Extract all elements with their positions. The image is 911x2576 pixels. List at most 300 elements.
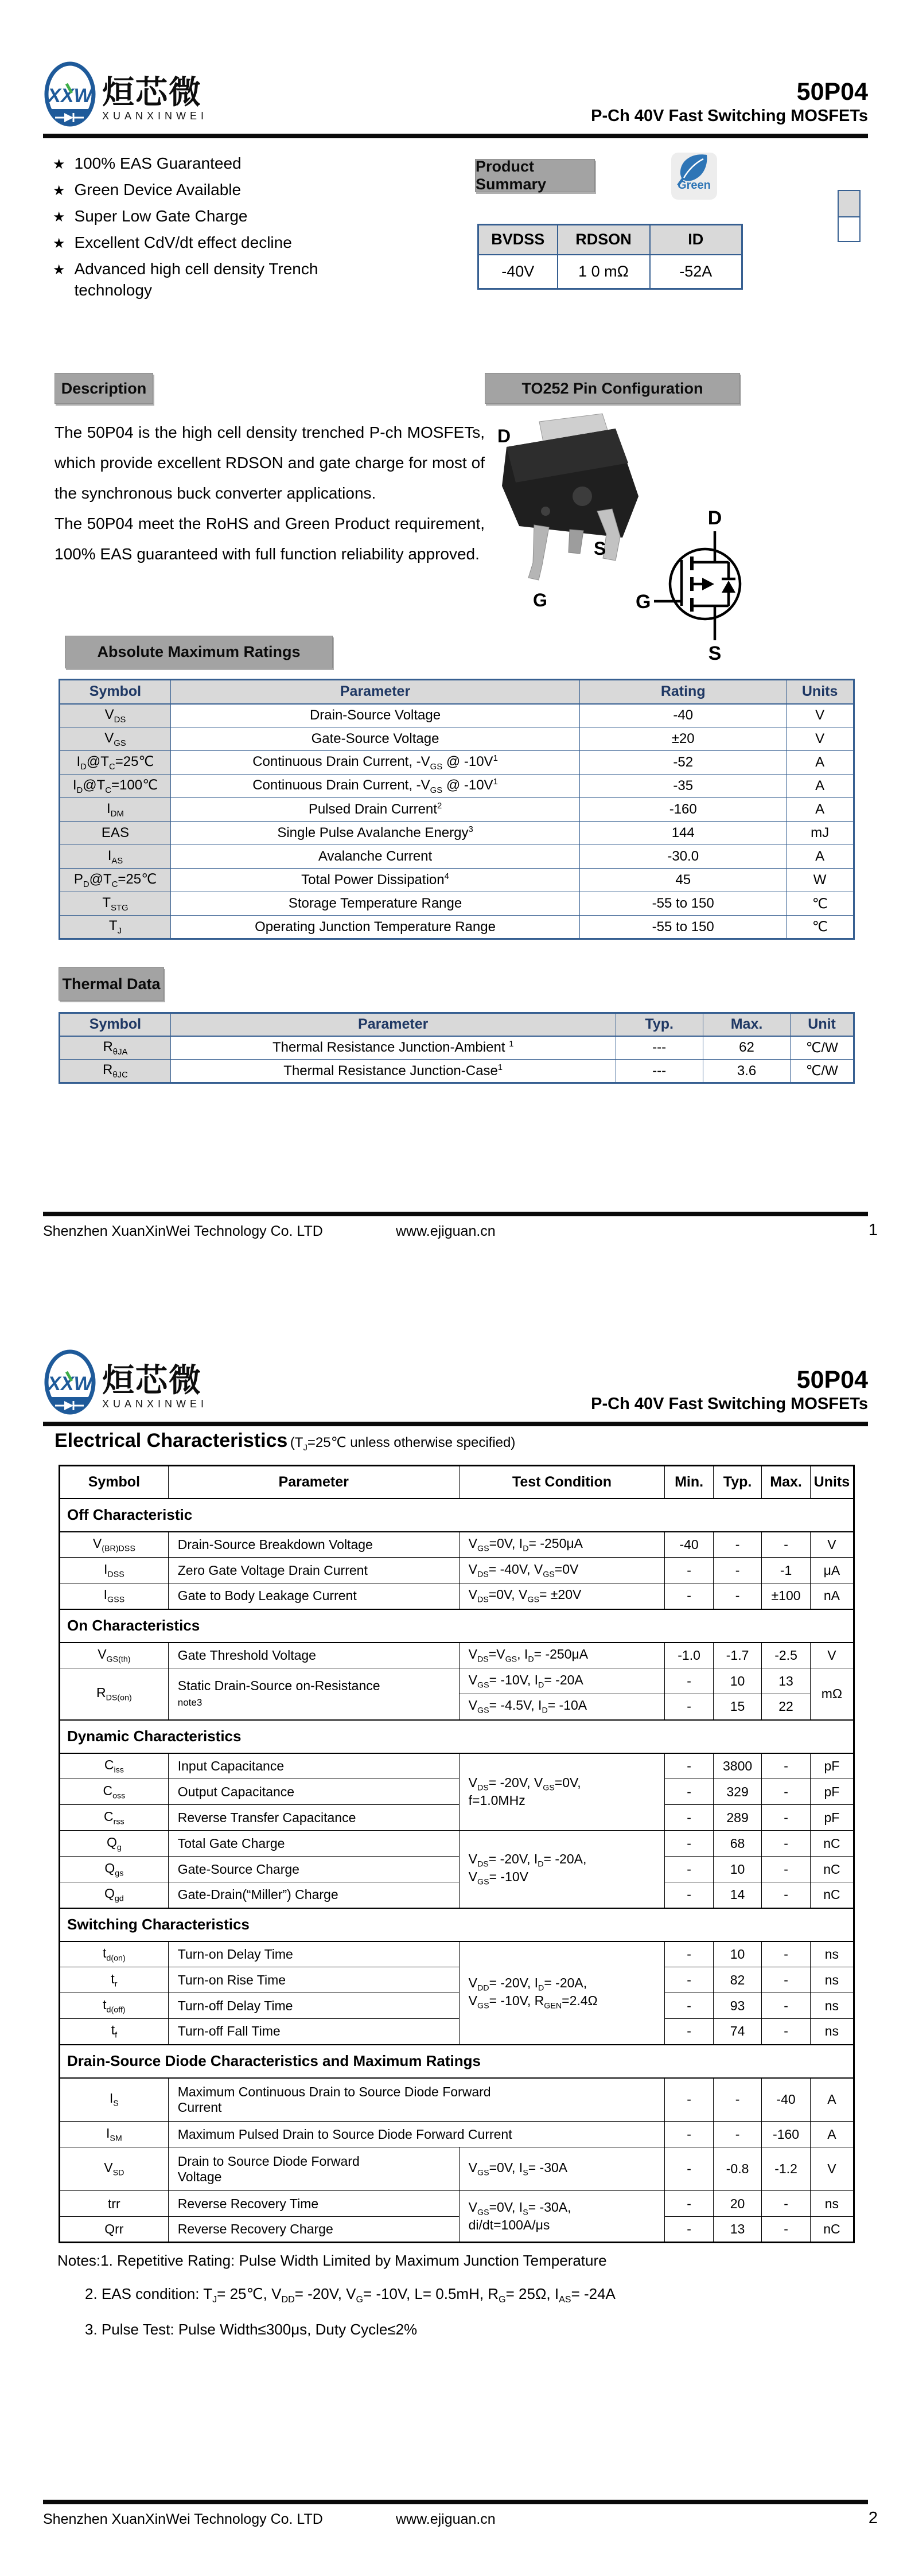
table-cell: V bbox=[810, 1532, 854, 1558]
table-cell: $V_{GS}=0V$, $I_S= -30A$, di/dt=100A/μs bbox=[459, 2191, 665, 2243]
table-cell: 93 bbox=[713, 1993, 761, 2019]
table-cell: -55 to 150 bbox=[580, 892, 787, 916]
absolute-maximum-ratings-label: Absolute Maximum Ratings bbox=[65, 636, 333, 668]
footer-rule bbox=[43, 2500, 868, 2504]
table-cell: - bbox=[762, 2019, 810, 2045]
features-list bbox=[53, 153, 365, 305]
table-cell: Gate-Source Charge bbox=[168, 1857, 459, 1882]
table-cell: -1.7 bbox=[713, 1643, 761, 1668]
svg-text:D: D bbox=[707, 507, 722, 529]
table-cell: Avalanche Current bbox=[170, 845, 579, 869]
table-row bbox=[60, 1857, 854, 1882]
table-cell: 289 bbox=[713, 1805, 761, 1831]
table-row bbox=[60, 869, 854, 892]
table-cell: RDSON bbox=[558, 225, 650, 255]
table-row bbox=[60, 1720, 854, 1753]
note-line: 3. Pulse Test: Pulse Width≤300μs, Duty Cycle≤2% bbox=[85, 2321, 418, 2338]
table-cell: - bbox=[762, 1882, 810, 1908]
table-cell: $I_D@T_C=25℃$ bbox=[60, 751, 171, 775]
svg-text:XXW: XXW bbox=[48, 1373, 92, 1395]
table-cell: - bbox=[665, 1857, 713, 1882]
table-cell: $V_{DS}$ bbox=[60, 704, 171, 727]
table-row bbox=[60, 1993, 854, 2019]
table-cell: $T_J$ bbox=[60, 916, 171, 939]
thermal-data-label: Thermal Data bbox=[59, 967, 164, 1001]
table-cell: - bbox=[762, 1753, 810, 1779]
table-cell: ns bbox=[810, 2191, 854, 2217]
table-cell: - bbox=[665, 1668, 713, 1694]
table-cell: 82 bbox=[713, 1967, 761, 1993]
table-cell: 13 bbox=[762, 1668, 810, 1694]
table-cell: On Characteristics bbox=[60, 1609, 854, 1643]
table-cell: V bbox=[787, 727, 854, 751]
svg-text:XXW: XXW bbox=[48, 85, 92, 107]
table-cell: - bbox=[665, 2217, 713, 2243]
table-cell: 1 0 mΩ bbox=[558, 255, 650, 289]
table-cell: trr bbox=[60, 2191, 169, 2217]
table-cell: - bbox=[762, 2191, 810, 2217]
table-row bbox=[60, 727, 854, 751]
table-cell: Max. bbox=[762, 1466, 810, 1499]
table-cell: $I_{SM}$ bbox=[60, 2122, 169, 2147]
table-row bbox=[60, 2147, 854, 2191]
product-summary-label: Product Summary bbox=[475, 159, 595, 192]
table-cell: $V_{GS(th)}$ bbox=[60, 1643, 169, 1668]
table-cell: -1.2 bbox=[762, 2147, 810, 2191]
table-cell: - bbox=[762, 1857, 810, 1882]
table-cell: $V_{GS}=0V$, $I_S= -30A$ bbox=[459, 2147, 665, 2191]
table-cell: - bbox=[665, 1882, 713, 1908]
table-cell: $V_{GS}$ bbox=[60, 727, 171, 751]
table-cell: - bbox=[665, 2019, 713, 2045]
header-rule bbox=[43, 1422, 868, 1426]
table-cell: - bbox=[665, 1941, 713, 1967]
table-cell: ℃ bbox=[787, 916, 854, 939]
table-cell: Parameter bbox=[168, 1466, 459, 1499]
table-cell: $I_{AS}$ bbox=[60, 845, 171, 869]
description-paragraph: The 50P04 meet the RoHS and Green Product requirement, 100% EAS guaranteed with full function reliability approved. bbox=[54, 515, 485, 563]
table-cell: -160 bbox=[762, 2122, 810, 2147]
table-row bbox=[60, 1583, 854, 1609]
table-cell: Units bbox=[787, 680, 854, 704]
table-cell: $I_D@T_C=100℃$ bbox=[60, 775, 171, 798]
table-cell: ℃ bbox=[787, 892, 854, 916]
table-cell: $P_D@T_C=25℃$ bbox=[60, 869, 171, 892]
table-cell: Input Capacitance bbox=[168, 1753, 459, 1779]
feature-text: ★ Excellent CdV/dt effect decline bbox=[74, 234, 292, 251]
table-cell: -30.0 bbox=[580, 845, 787, 869]
table-cell: mJ bbox=[787, 822, 854, 845]
table-cell: - bbox=[762, 1831, 810, 1857]
table-cell: Parameter bbox=[170, 1013, 616, 1036]
table-cell: 62 bbox=[703, 1036, 790, 1060]
logo-icon bbox=[44, 1349, 96, 1417]
table-cell: A bbox=[810, 2122, 854, 2147]
table-cell: 144 bbox=[580, 822, 787, 845]
table-cell: -40 bbox=[665, 1532, 713, 1558]
table-cell: -1 bbox=[762, 1558, 810, 1583]
table-cell: pF bbox=[810, 1753, 854, 1779]
table-cell: 14 bbox=[713, 1882, 761, 1908]
table-cell: Gate Threshold Voltage bbox=[168, 1643, 459, 1668]
table-cell: - bbox=[713, 2122, 761, 2147]
table-cell: Gate-Drain(“Miller”) Charge bbox=[168, 1882, 459, 1908]
table-cell: -40 bbox=[762, 2078, 810, 2122]
table-cell: Gate to Body Leakage Current bbox=[168, 1583, 459, 1609]
table-cell: -35 bbox=[580, 775, 787, 798]
table-cell: -55 to 150 bbox=[580, 916, 787, 939]
table-cell: $Q_{gs}$ bbox=[60, 1857, 169, 1882]
table-cell: Symbol bbox=[60, 680, 171, 704]
table-row bbox=[60, 1941, 854, 1967]
table-cell: Reverse Recovery Time bbox=[168, 2191, 459, 2217]
electrical-characteristics-heading bbox=[54, 1430, 515, 1453]
table-cell: $t_r$ bbox=[60, 1967, 169, 1993]
table-cell: A bbox=[787, 751, 854, 775]
table-cell: - bbox=[665, 1694, 713, 1720]
table-cell: 74 bbox=[713, 2019, 761, 2045]
table-cell: - bbox=[665, 1993, 713, 2019]
table-cell: Drain-Source Diode Characteristics and Maximum Ratings bbox=[60, 2045, 854, 2078]
table-cell: Total Gate Charge bbox=[168, 1831, 459, 1857]
table-cell: $C_{iss}$ bbox=[60, 1753, 169, 1779]
table-row bbox=[60, 2045, 854, 2078]
table-cell: nC bbox=[810, 1831, 854, 1857]
electrical-characteristics-table bbox=[59, 1465, 855, 2243]
header-rule bbox=[43, 134, 868, 138]
table-cell: - bbox=[665, 1805, 713, 1831]
table-cell: Continuous Drain Current, $-V_{GS}$ @ $-10V^1$ bbox=[170, 775, 579, 798]
table-cell: - bbox=[665, 1967, 713, 1993]
table-cell: 15 bbox=[713, 1694, 761, 1720]
table-row bbox=[60, 1466, 854, 1499]
table-cell: - bbox=[665, 1583, 713, 1609]
table-cell: 20 bbox=[713, 2191, 761, 2217]
table-cell: Max. bbox=[703, 1013, 790, 1036]
table-row bbox=[60, 1532, 854, 1558]
table-cell: A bbox=[810, 2078, 854, 2122]
table-cell: Total Power Dissipation$^4$ bbox=[170, 869, 579, 892]
table-cell: Turn-on Delay Time bbox=[168, 1941, 459, 1967]
table-cell: 3800 bbox=[713, 1753, 761, 1779]
table-cell: -160 bbox=[580, 798, 787, 822]
table-cell: $Q_g$ bbox=[60, 1831, 169, 1857]
table-row bbox=[60, 916, 854, 939]
note-line: Notes:1. Repetitive Rating: Pulse Width Limited by Maximum Junction Temperature bbox=[57, 2252, 607, 2269]
table-cell: ID bbox=[650, 225, 742, 255]
table-cell: - bbox=[762, 2217, 810, 2243]
table-cell: ℃/W bbox=[791, 1036, 854, 1060]
logo-text bbox=[102, 1349, 208, 1410]
table-row bbox=[60, 845, 854, 869]
table-cell: nA bbox=[810, 1583, 854, 1609]
table-cell: Continuous Drain Current, $-V_{GS}$ @ $-10V^1$ bbox=[170, 751, 579, 775]
table-cell: $V_{GS}=0V$, $I_D= -250\mu A$ bbox=[459, 1532, 665, 1558]
table-row bbox=[60, 2191, 854, 2217]
table-cell: 10 bbox=[713, 1857, 761, 1882]
table-cell: - bbox=[762, 1779, 810, 1805]
table-cell: -1.0 bbox=[665, 1643, 713, 1668]
footer-company: Shenzhen XuanXinWei Technology Co. LTD bbox=[43, 2511, 323, 2527]
table-row bbox=[60, 1558, 854, 1583]
svg-text:G: G bbox=[636, 591, 651, 613]
table-row bbox=[60, 704, 854, 727]
table-row bbox=[60, 1779, 854, 1805]
table-cell: Qrr bbox=[60, 2217, 169, 2243]
table-row bbox=[60, 1013, 854, 1036]
table-cell: Typ. bbox=[713, 1466, 761, 1499]
table-cell: - bbox=[762, 1805, 810, 1831]
table-cell: Operating Junction Temperature Range bbox=[170, 916, 579, 939]
absolute-maximum-ratings-table bbox=[59, 679, 855, 940]
table-row bbox=[60, 1753, 854, 1779]
page-number: 1 bbox=[868, 1221, 878, 1239]
table-cell: A bbox=[787, 775, 854, 798]
table-cell: $R_{\theta JC}$ bbox=[60, 1060, 171, 1083]
table-cell: --- bbox=[616, 1060, 703, 1083]
table-cell: $I_{DM}$ bbox=[60, 798, 171, 822]
table-row bbox=[60, 775, 854, 798]
table-cell: $V_{(BR)DSS}$ bbox=[60, 1532, 169, 1558]
table-cell: $V_{DS}= -40V$, $V_{GS}=0V$ bbox=[459, 1558, 665, 1583]
table-cell: - bbox=[665, 1831, 713, 1857]
table-row bbox=[60, 798, 854, 822]
table-cell: - bbox=[665, 2147, 713, 2191]
ec-condition: ($T_J=25℃$ unless otherwise specified) bbox=[290, 1435, 516, 1453]
table-cell: 10 bbox=[713, 1941, 761, 1967]
table-cell: - bbox=[665, 2191, 713, 2217]
table-cell: - bbox=[762, 1993, 810, 2019]
table-cell: - bbox=[762, 1532, 810, 1558]
svg-text:G: G bbox=[533, 590, 547, 610]
table-cell: 68 bbox=[713, 1831, 761, 1857]
table-cell: - bbox=[713, 2078, 761, 2122]
part-number: 50P04 bbox=[796, 78, 868, 106]
table-cell: -0.8 bbox=[713, 2147, 761, 2191]
table-row bbox=[60, 892, 854, 916]
table-cell: --- bbox=[616, 1036, 703, 1060]
table-cell: V bbox=[810, 2147, 854, 2191]
table-cell: $V_{DS}=0V$, $V_{GS}= \pm 20V$ bbox=[459, 1583, 665, 1609]
table-cell: V bbox=[810, 1643, 854, 1668]
footer-website: www.ejiguan.cn bbox=[396, 2511, 496, 2527]
logo-chinese: 烜芯微 bbox=[102, 74, 202, 110]
table-cell: Test Condition bbox=[459, 1466, 665, 1499]
table-cell: Static Drain-Source on-Resistance note3 bbox=[168, 1668, 459, 1720]
table-cell: 10 bbox=[713, 1668, 761, 1694]
table-cell: Turn-off Fall Time bbox=[168, 2019, 459, 2045]
ec-title: Electrical Characteristics bbox=[54, 1430, 288, 1452]
logo-latin: XUANXINWEI bbox=[102, 110, 208, 122]
mosfet-symbol bbox=[631, 498, 792, 670]
table-cell: Drain to Source Diode Forward Voltage bbox=[168, 2147, 459, 2191]
table-cell: Turn-on Rise Time bbox=[168, 1967, 459, 1993]
table-row bbox=[60, 751, 854, 775]
title-block bbox=[591, 78, 868, 126]
logo-latin: XUANXINWEI bbox=[102, 1398, 208, 1410]
table-row bbox=[60, 1060, 854, 1083]
table-cell: - bbox=[713, 1532, 761, 1558]
table-cell: A bbox=[787, 845, 854, 869]
table-cell: pF bbox=[810, 1805, 854, 1831]
product-summary-table bbox=[477, 224, 743, 290]
table-cell: - bbox=[665, 1779, 713, 1805]
table-cell: $I_S$ bbox=[60, 2078, 169, 2122]
table-row bbox=[60, 2217, 854, 2243]
table-row bbox=[60, 2019, 854, 2045]
table-cell: - bbox=[762, 1941, 810, 1967]
table-cell: Thermal Resistance Junction-Case$^1$ bbox=[170, 1060, 616, 1083]
table-cell: Maximum Pulsed Drain to Source Diode Forward Current bbox=[168, 2122, 665, 2147]
table-cell: nC bbox=[810, 1857, 854, 1882]
pin-configuration-label: TO252 Pin Configuration bbox=[485, 373, 740, 404]
table-cell: $t_{d(off)}$ bbox=[60, 1993, 169, 2019]
table-cell: -52 bbox=[580, 751, 787, 775]
table-cell: Pulsed Drain Current$^2$ bbox=[170, 798, 579, 822]
green-badge-text: Green bbox=[678, 179, 711, 192]
table-cell: Parameter bbox=[170, 680, 579, 704]
feature-text: ★ 100% EAS Guaranteed bbox=[74, 154, 242, 172]
table-cell: Turn-off Delay Time bbox=[168, 1993, 459, 2019]
cutoff-table-fragment bbox=[838, 190, 861, 242]
table-cell: Min. bbox=[665, 1466, 713, 1499]
table-row bbox=[60, 1908, 854, 1941]
table-cell: Gate-Source Voltage bbox=[170, 727, 579, 751]
table-cell: nC bbox=[810, 2217, 854, 2243]
part-subtitle: P-Ch 40V Fast Switching MOSFETs bbox=[591, 107, 868, 125]
logo-icon bbox=[44, 61, 96, 129]
table-row bbox=[60, 1643, 854, 1668]
feature-item bbox=[53, 153, 365, 175]
table-row bbox=[60, 1967, 854, 1993]
table-row bbox=[60, 2122, 854, 2147]
feature-item bbox=[53, 258, 365, 301]
table-cell: -40V bbox=[478, 255, 558, 289]
table-cell: ±20 bbox=[580, 727, 787, 751]
logo-text bbox=[102, 61, 208, 122]
table-row bbox=[60, 2078, 854, 2122]
notes-block bbox=[57, 2252, 616, 2354]
table-row bbox=[60, 1499, 854, 1532]
table-row bbox=[60, 1805, 854, 1831]
table-cell: W bbox=[787, 869, 854, 892]
table-cell: Reverse Transfer Capacitance bbox=[168, 1805, 459, 1831]
table-cell: 45 bbox=[580, 869, 787, 892]
table-cell: $I_{DSS}$ bbox=[60, 1558, 169, 1583]
table-cell: pF bbox=[810, 1779, 854, 1805]
logo-chinese: 烜芯微 bbox=[102, 1362, 202, 1398]
table-row bbox=[60, 1609, 854, 1643]
table-cell: ±100 bbox=[762, 1583, 810, 1609]
table-cell: 13 bbox=[713, 2217, 761, 2243]
table-cell: Rating bbox=[580, 680, 787, 704]
table-cell: Switching Characteristics bbox=[60, 1908, 854, 1941]
table-cell: Thermal Resistance Junction-Ambient $^1$ bbox=[170, 1036, 616, 1060]
table-cell: $I_{GSS}$ bbox=[60, 1583, 169, 1609]
title-block bbox=[591, 1366, 868, 1414]
footer-website: www.ejiguan.cn bbox=[396, 1223, 496, 1239]
note-line: 2. EAS condition: $T_J=$ 25℃, $V_{DD}= -20V$, $V_G= -10V$, L= 0.5mH, $R_G= 25\Omega$, $I_{AS}= -24A$ bbox=[85, 2285, 616, 2305]
table-cell: μA bbox=[810, 1558, 854, 1583]
table-row bbox=[60, 822, 854, 845]
table-row bbox=[478, 255, 742, 289]
table-cell: nC bbox=[810, 1882, 854, 1908]
table-cell: Drain-Source Voltage bbox=[170, 704, 579, 727]
table-cell: Zero Gate Voltage Drain Current bbox=[168, 1558, 459, 1583]
table-cell: Storage Temperature Range bbox=[170, 892, 579, 916]
page-2 bbox=[0, 1288, 911, 2576]
footer-rule bbox=[43, 1212, 868, 1216]
table-cell: - bbox=[713, 1558, 761, 1583]
table-row bbox=[60, 1668, 854, 1694]
green-badge bbox=[671, 153, 717, 200]
table-cell: mΩ bbox=[810, 1668, 854, 1720]
table-cell: Drain-Source Breakdown Voltage bbox=[168, 1532, 459, 1558]
table-cell: - bbox=[665, 2122, 713, 2147]
table-cell: BVDSS bbox=[478, 225, 558, 255]
table-cell: $R_{\theta JA}$ bbox=[60, 1036, 171, 1060]
table-cell: $V_{SD}$ bbox=[60, 2147, 169, 2191]
page-number: 2 bbox=[868, 2509, 878, 2527]
company-logo bbox=[44, 1349, 208, 1417]
svg-text:D: D bbox=[497, 426, 511, 446]
feature-item bbox=[53, 179, 365, 201]
table-cell: 22 bbox=[762, 1694, 810, 1720]
table-row bbox=[60, 1882, 854, 1908]
table-cell: Symbol bbox=[60, 1466, 169, 1499]
table-cell: A bbox=[787, 798, 854, 822]
table-cell: - bbox=[713, 1583, 761, 1609]
table-cell: - bbox=[762, 1967, 810, 1993]
table-row bbox=[60, 680, 854, 704]
table-cell: Single Pulse Avalanche Energy$^3$ bbox=[170, 822, 579, 845]
table-cell: Dynamic Characteristics bbox=[60, 1720, 854, 1753]
table-cell: $C_{rss}$ bbox=[60, 1805, 169, 1831]
table-cell: $V_{GS}= -10V$, $I_D= -20A$ bbox=[459, 1668, 665, 1694]
table-cell: Reverse Recovery Charge bbox=[168, 2217, 459, 2243]
feature-text: ★ Super Low Gate Charge bbox=[74, 207, 248, 225]
part-number: 50P04 bbox=[796, 1366, 868, 1394]
table-cell: 3.6 bbox=[703, 1060, 790, 1083]
table-cell: Units bbox=[810, 1466, 854, 1499]
table-cell: -2.5 bbox=[762, 1643, 810, 1668]
table-cell: $Q_{gd}$ bbox=[60, 1882, 169, 1908]
table-cell: ns bbox=[810, 1993, 854, 2019]
table-cell: Typ. bbox=[616, 1013, 703, 1036]
footer-company: Shenzhen XuanXinWei Technology Co. LTD bbox=[43, 1223, 323, 1239]
table-cell: - bbox=[665, 2078, 713, 2122]
table-cell: $V_{GS}= -4.5V$, $I_D= -10A$ bbox=[459, 1694, 665, 1720]
table-cell: Maximum Continuous Drain to Source Diode Forward Current bbox=[168, 2078, 665, 2122]
company-logo bbox=[44, 61, 208, 129]
table-cell: $t_{d(on)}$ bbox=[60, 1941, 169, 1967]
table-cell: $V_{DS}= -20V$, $I_D= -20A$, $V_{GS}= -10V$ bbox=[459, 1831, 665, 1908]
table-cell: ℃/W bbox=[791, 1060, 854, 1083]
table-cell: Unit bbox=[791, 1013, 854, 1036]
table-row bbox=[60, 1831, 854, 1857]
table-cell: - bbox=[665, 1558, 713, 1583]
table-cell: ns bbox=[810, 1941, 854, 1967]
svg-text:S: S bbox=[594, 538, 606, 559]
table-cell: -52A bbox=[650, 255, 742, 289]
table-cell: $V_{DD}= -20V$, $I_D= -20A$, $V_{GS}= -10V$, $R_{GEN}=2.4\Omega$ bbox=[459, 1941, 665, 2045]
table-cell: $C_{oss}$ bbox=[60, 1779, 169, 1805]
table-cell: Off Characteristic bbox=[60, 1499, 854, 1532]
table-row bbox=[60, 1036, 854, 1060]
feature-item bbox=[53, 205, 365, 228]
table-cell: $V_{DS}= -20V$, $V_{GS}=0V$, f=1.0MHz bbox=[459, 1753, 665, 1831]
feature-text: ★ Green Device Available bbox=[74, 181, 242, 199]
